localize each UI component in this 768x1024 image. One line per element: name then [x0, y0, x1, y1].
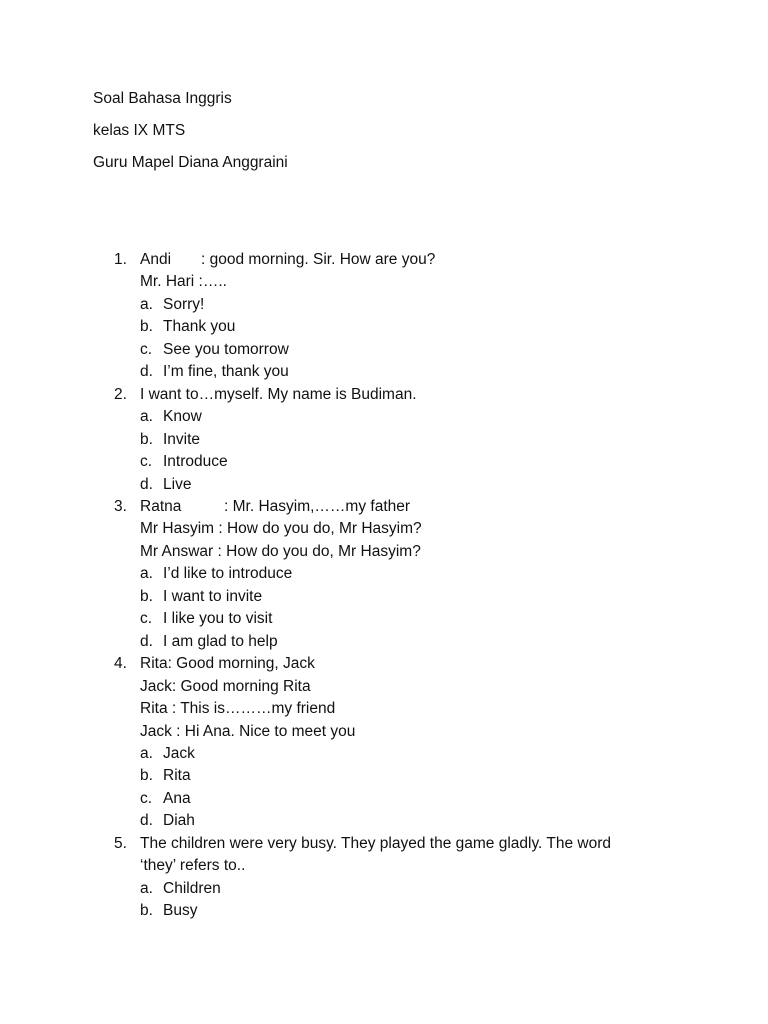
answer-option [140, 878, 714, 900]
dialogue-text: : good morning. Sir. How are you? [201, 251, 436, 268]
option-text: Rita [163, 767, 191, 785]
document-title: Soal Bahasa Inggris [93, 90, 232, 107]
option-letter: c. [140, 789, 153, 807]
option-text: Invite [163, 430, 201, 448]
option-text: Know [163, 408, 202, 426]
speaker-label: Ratna [140, 497, 182, 515]
option-text: Sorry! [163, 295, 205, 313]
question-line: I want to…myself. My name is Budiman. [140, 385, 417, 403]
option-letter: c. [140, 610, 153, 628]
option-text: I’d like to introduce [163, 565, 293, 583]
option-letter: a. [140, 879, 153, 897]
option-letter: a. [140, 295, 153, 313]
option-letter: a. [140, 565, 153, 583]
answer-option [140, 451, 714, 473]
dialogue-text: : Mr. Hasyim,……my father [224, 497, 411, 515]
answer-option [140, 429, 714, 451]
question-list [114, 249, 714, 923]
teacher-label: Guru Mapel Diana Anggraini [93, 154, 288, 171]
option-text: Jack [163, 744, 195, 762]
question-number: 5. [114, 834, 127, 852]
question-line: Jack: Good morning Rita [140, 677, 311, 695]
option-letter: d. [140, 475, 153, 493]
question-4 [114, 653, 714, 833]
option-letter: b. [140, 587, 153, 605]
question-number: 2. [114, 385, 127, 403]
option-letter: d. [140, 812, 153, 830]
answer-option [140, 339, 714, 361]
answer-option [140, 631, 714, 653]
option-text: I’m fine, thank you [163, 363, 289, 381]
question-line: Rita: Good morning, Jack [140, 655, 315, 673]
option-letter: c. [140, 453, 153, 471]
option-text: Diah [163, 812, 195, 830]
option-letter: a. [140, 744, 153, 762]
question-line: Mr. Hari :….. [140, 273, 227, 291]
question-line: Jack : Hi Ana. Nice to meet you [140, 722, 356, 740]
class-label: kelas IX MTS [93, 122, 186, 139]
question-2 [114, 384, 714, 496]
answer-option [140, 474, 714, 496]
option-letter: b. [140, 902, 153, 920]
answer-option [140, 900, 714, 922]
option-text: Live [163, 475, 192, 493]
option-letter: d. [140, 363, 153, 381]
option-letter: c. [140, 340, 153, 358]
speaker-label: Andi [140, 251, 172, 268]
question-3 [114, 496, 714, 653]
option-text: Ana [163, 789, 191, 807]
answer-option [140, 810, 714, 832]
option-text: Children [163, 879, 221, 897]
question-line: Mr Hasyim : How do you do, Mr Hasyim? [140, 520, 422, 538]
question-line [140, 496, 714, 518]
option-letter: d. [140, 632, 153, 650]
option-letter: b. [140, 318, 153, 336]
question-number: 4. [114, 655, 127, 673]
option-text: Introduce [163, 453, 228, 471]
answer-option [140, 586, 714, 608]
option-text: Busy [163, 902, 198, 920]
answer-option [140, 316, 714, 338]
answer-option [140, 361, 714, 383]
question-number: 3. [114, 497, 127, 515]
answer-option [140, 406, 714, 428]
option-text: I want to invite [163, 587, 263, 605]
question-line: Rita : This is………my friend [140, 700, 336, 718]
option-letter: b. [140, 430, 153, 448]
answer-option [140, 788, 714, 810]
question-5 [114, 833, 714, 923]
question-line: Mr Answar : How do you do, Mr Hasyim? [140, 542, 421, 560]
option-letter: b. [140, 767, 153, 785]
answer-option [140, 608, 714, 630]
question-1 [114, 249, 714, 384]
option-text: I like you to visit [163, 610, 273, 628]
question-line: The children were very busy. They played the game gladly. The word ‘they’ refers to.. [140, 834, 611, 875]
option-text: See you tomorrow [163, 340, 289, 358]
answer-option [140, 563, 714, 585]
question-line [140, 249, 714, 271]
answer-option [140, 294, 714, 316]
question-number: 1. [114, 251, 127, 268]
option-text: I am glad to help [163, 632, 278, 650]
option-text: Thank you [163, 318, 236, 336]
answer-option [140, 743, 714, 765]
option-letter: a. [140, 408, 153, 426]
answer-option [140, 765, 714, 787]
